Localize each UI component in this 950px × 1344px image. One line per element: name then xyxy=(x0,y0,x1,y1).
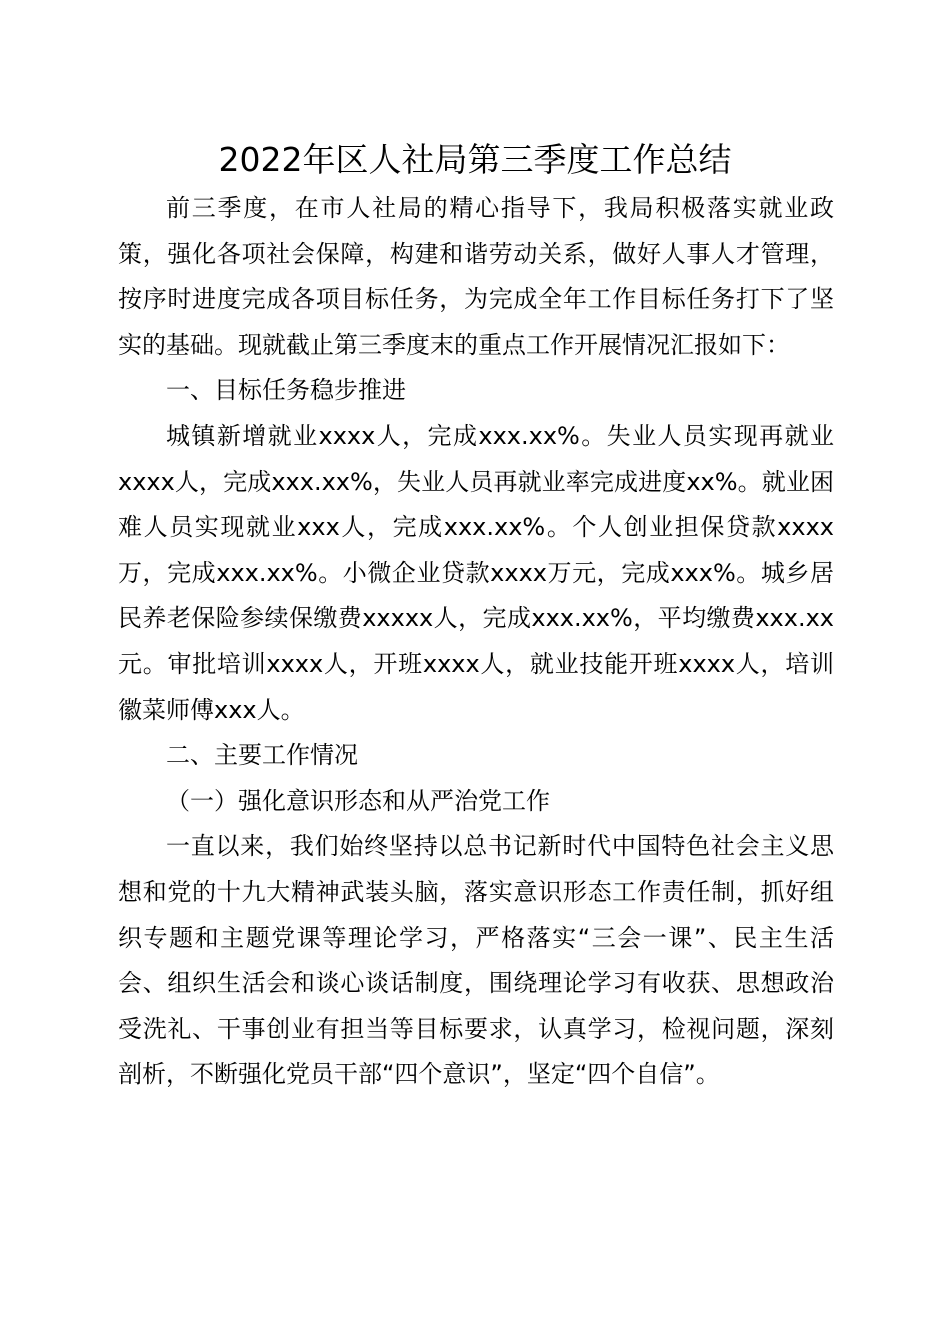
targets-paragraph: 城镇新增就业xxxx人，完成xxx.xx%。失业人员实现再就业xxxx人，完成xxx.xx%，失业人员再就业率完成进度xx%。就业困难人员实现就业xxx人，完成xxx.xx%。个人创业担保贷款xxxx万，完成xxx.xx%。小微企业贷款xxxx万元，完成xxx%。城乡居民养老保险参续保缴费xxxxx人，完成xxx.xx%，平均缴费xxx.xx元。审批培训xxxx人，开班xxxx人，就业技能开班xxxx人，培训徽菜师傅xxx人。 xyxy=(118,421,834,724)
subsection-heading-1: （一）强化意识形态和从严治党工作 xyxy=(166,786,550,815)
section-heading-2: 二、主要工作情况 xyxy=(166,741,358,770)
ideology-paragraph: 一直以来，我们始终坚持以总书记新时代中国特色社会主义思想和党的十九大精神武装头脑，落实意识形态工作责任制，抓好组织专题和主题党课等理论学习，严格落实“三会一课”、民主生活会、组织生活会和谈心谈话制度，围绕理论学习有收获、思想政治受洗礼、干事创业有担当等目标要求，认真学习，检视问题，深刻剖析，不断强化党员干部“四个意识”，坚定“四个自信”。 xyxy=(118,832,834,1089)
intro-paragraph: 前三季度，在市人社局的精心指导下，我局积极落实就业政策，强化各项社会保障，构建和谐劳动关系，做好人事人才管理，按序时进度完成各项目标任务，为完成全年工作目标任务打下了坚实的基础。现就截止第三季度末的重点工作开展情况汇报如下： xyxy=(118,194,834,359)
document-title: 2022年区人社局第三季度工作总结 xyxy=(218,140,732,179)
section-heading-1: 一、目标任务稳步推进 xyxy=(166,376,406,405)
document-body xyxy=(118,186,834,1098)
